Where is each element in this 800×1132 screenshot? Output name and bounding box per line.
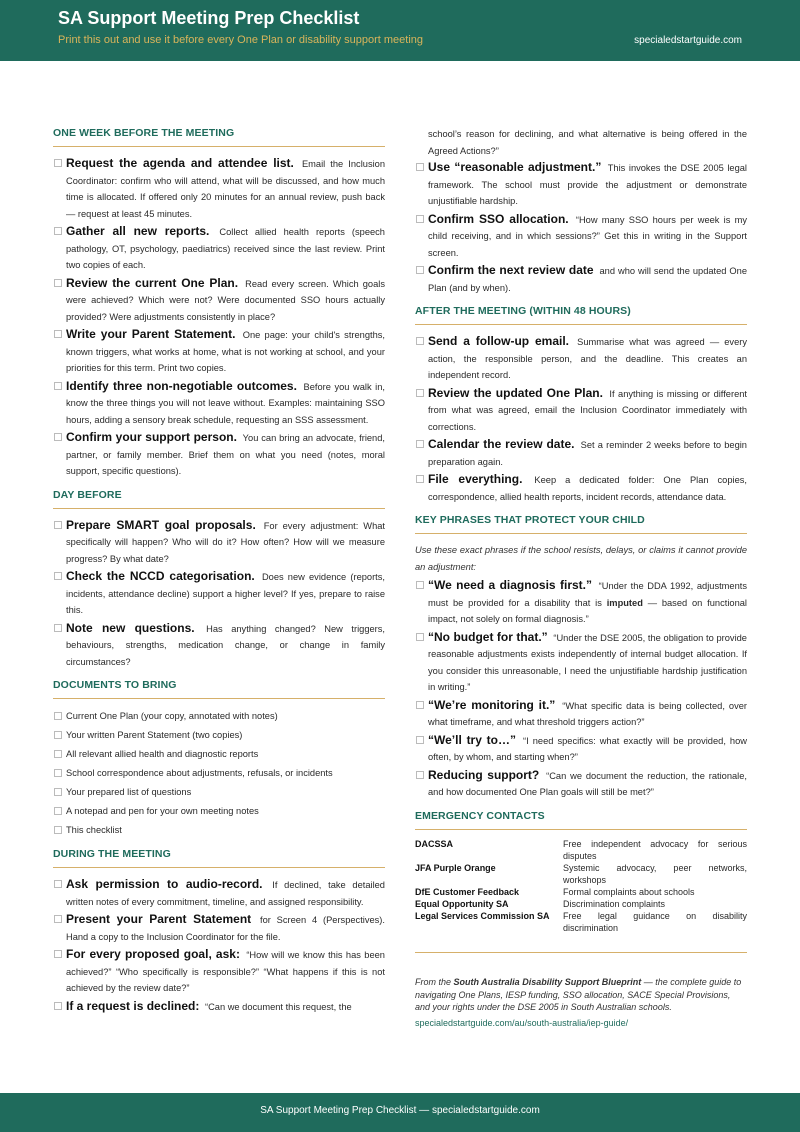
document-item [53,745,385,763]
item-text: “How will we know this has been achieved?” “Who specifically is responsible?” “What happens if this is not achieved by the review date?” [66,950,385,993]
checkbox[interactable] [54,624,62,632]
item-lead: Request the agenda and attendee list. [66,156,294,170]
phrase-response: “Can we document the reduction, the rationale, and how documented One Plan goals will still be met?” [428,770,747,797]
document-item [53,726,385,744]
checklist-item [53,568,385,619]
phrase-lead: “We need a diagnosis first.” [428,578,592,592]
page-title: SA Support Meeting Prep Checklist [58,8,360,28]
checkbox[interactable] [416,475,424,483]
checkbox[interactable] [54,915,62,923]
item-lead: Write your Parent Statement. [66,327,236,341]
checklist-item [53,429,385,480]
document-label: School correspondence about adjustments, refusals, or incidents [66,768,333,778]
item-text: You can bring an advocate, friend, partner, or family member. Brief them on what you need (notes, moral support, specific questions). [66,433,385,476]
item-text: “Can we document this request, the [204,1001,352,1012]
item-text: Does new evidence (reports, incidents, attendance decline) support a higher level? If yes, prepare to raise this. [66,572,385,615]
phrase-item [415,732,747,766]
item-lead: Check the NCCD categorisation. [66,569,255,583]
checkbox[interactable] [54,159,62,167]
item-lead: File everything. [428,472,523,486]
checkbox[interactable] [54,572,62,580]
checkbox[interactable] [54,712,62,720]
item-lead: Note new questions. [66,620,195,635]
section-heading-after: AFTER THE MEETING (WITHIN 48 HOURS) [415,305,747,325]
source-title: South Australia Disability Support Blueprint [453,977,642,988]
item-text: This invokes the DSE 2005 legal framework. The school must provide the adjustment or demonstrate unjustifiable hardship. [428,163,747,206]
item-text: Collect allied health reports (speech pathology, OT, psychology, paediatrics) received since the last review. Print two copies of each. [66,227,385,270]
contact-description: Discrimination complaints [563,898,666,909]
item-lead: Identify three non-negotiable outcomes. [66,378,297,393]
item-lead: Confirm SSO allocation. [428,211,569,226]
phrase-item [415,697,747,731]
section-heading-day-before: DAY BEFORE [53,489,385,509]
document-label: Your prepared list of questions [66,787,192,797]
phrase-item [415,767,747,801]
phrase-response: “Under the DDA 1992, adjustments must be provided for a disability that is [428,581,747,608]
document-label: All relevant allied health and diagnostic reports [66,749,259,759]
item-lead: For every proposed goal, ask: [66,947,240,961]
checklist-item [53,378,385,429]
page-footer [0,1093,800,1132]
checkbox[interactable] [54,279,62,287]
checkbox[interactable] [54,330,62,338]
item-text: Has anything changed? New triggers, behaviours, strengths, medication change, or change in family circumstances? [66,623,385,667]
contact-name: Legal Services Commission SA [415,910,550,921]
source-url-link[interactable]: specialedstartguide.com/au/south-australia/iep-guide/ [415,1017,629,1028]
document-label: A notepad and pen for your own meeting notes [66,806,259,816]
item-lead: Send a follow-up email. [428,334,570,348]
item-lead: Prepare SMART goal proposals. [66,517,256,532]
checklist-item [53,911,385,945]
item-text: Set a reminder 2 weeks before to begin preparation again. [428,440,747,467]
page-subtitle: Print this out and use it before every One Plan or disability support meeting [58,34,424,46]
item-text: If declined, take detailed written notes of every commitment, timeline, and assigned responsibility. [66,880,385,907]
checklist-item [415,211,747,262]
checklist-item [415,262,747,296]
checkbox[interactable] [54,769,62,777]
contact-description: Systemic advocacy, peer networks, workshops [563,862,747,885]
checkbox[interactable] [416,163,424,171]
during-list [53,876,385,1015]
phrase-emphasis: imputed [606,597,643,608]
document-item [53,764,385,782]
contact-name: Equal Opportunity SA [415,898,509,909]
document-item [53,821,385,839]
phrase-lead: “We’ll try to…” [428,732,517,747]
source-prefix: From the [415,977,454,988]
contact-row [415,862,747,886]
item-text: One page: your child's strengths, known triggers, what works at home, what is not working at school, and your priorities for this term. Print two copies. [66,330,386,373]
contact-description: Free legal guidance on disability discrimination [563,910,747,933]
phrase-response: “I need specifics: what exactly will be provided, how often, by whom, and starting when?” [428,735,747,762]
item-lead: Use “reasonable adjustment.” [428,160,602,174]
checkbox[interactable] [416,337,424,345]
source-suffix: — the complete guide to navigating One Plans, IESP funding, SSO allocation, SACE Special Provisions, and your rights under the DSE 2005 in South Australian schools. [415,977,742,1013]
phrase-response: “What specific data is being collected, over what timeframe, and what threshold triggers action?” [428,700,747,727]
item-lead: Confirm the next review date [428,263,594,277]
documents-list [53,707,385,839]
checkbox[interactable] [416,736,424,744]
document-label: Your written Parent Statement (two copies) [66,730,243,740]
item-text: Before you walk in, know the three things you will not leave without. Examples: maintaining SSO hours, adding a sensory break schedule, requesting an SSS assessment. [66,381,385,425]
during-continued-text: school’s reason for declining, and what alternative is being offered in the Agreed Actions?” [428,129,747,156]
checklist-item [53,155,385,222]
phrase-response: “Under the DSE 2005, the obligation to provide reasonable adjustments exists independently of internal budget allocation. If you consider this unreasonable, I need the unjustifiable hardship justification in writing.” [428,632,747,692]
contact-name: DACSSA [415,838,454,849]
checklist-item [53,275,385,326]
checklist-item [53,326,385,377]
document-label: This checklist [66,825,122,835]
checklist-item [53,517,385,568]
left-column [53,127,385,1016]
phrase-item [415,577,747,628]
item-lead: Review the current One Plan. [66,275,239,290]
checkbox[interactable] [416,440,424,448]
item-lead: Ask permission to audio-record. [66,877,263,891]
item-lead: Calendar the review date. [428,437,575,451]
phrase-response-end: — based on functional impact, not solely on formal diagnosis.” [428,597,747,624]
item-text: and who will send the updated One Plan (and by when). [428,266,747,293]
contacts-table [415,838,747,934]
item-lead: If a request is declined: [66,998,200,1013]
divider [415,952,747,954]
section-heading-week-before: ONE WEEK BEFORE THE MEETING [53,127,385,147]
document-item [53,802,385,820]
contact-row [415,898,747,910]
checkbox[interactable] [54,826,62,834]
phrase-item [415,629,747,696]
item-text: “How many SSO hours per week is my child receiving, and in which sessions?” Get this in writing in the Support screen. [428,214,747,258]
checkbox[interactable] [54,750,62,758]
phrase-lead: “No budget for that.” [428,629,548,644]
phrases-intro: Use these exact phrases if the school resists, delays, or claims it cannot provide an adjustment: [415,545,747,572]
checkbox[interactable] [416,771,424,779]
item-text: If anything is missing or different from what was agreed, email the Inclusion Coordinator immediately with corrections. [428,388,747,432]
contact-row [415,886,747,898]
item-lead: Review the updated One Plan. [428,385,603,400]
item-lead: Confirm your support person. [66,430,237,444]
contact-description: Formal complaints about schools [563,886,695,897]
section-heading-during: DURING THE MEETING [53,848,385,868]
checkbox[interactable] [416,266,424,274]
phrases-list [415,577,747,801]
section-heading-phrases: KEY PHRASES THAT PROTECT YOUR CHILD [415,514,747,534]
checklist-item [415,333,747,384]
after-list [415,333,747,505]
contact-name: JFA Purple Orange [415,862,496,873]
item-text: Read every screen. Which goals were achieved? Which were not? Were documented SSO hours actually provided? Were adjustments consistently in place? [66,278,385,322]
checklist-item [53,946,385,997]
checkbox[interactable] [416,581,424,589]
checklist-item [53,998,385,1016]
checkbox[interactable] [54,227,62,235]
document-item [53,707,385,725]
checkbox[interactable] [416,633,424,641]
checkbox[interactable] [416,701,424,709]
checkbox[interactable] [54,788,62,796]
checkbox[interactable] [54,731,62,739]
item-text: for Screen 4 (Perspectives). Hand a copy to the Inclusion Coordinator for the file. [66,915,385,942]
checkbox[interactable] [416,389,424,397]
contact-row [415,910,747,934]
footer-text: SA Support Meeting Prep Checklist — specialedstartguide.com [260,1105,540,1116]
source-note [415,976,747,1014]
checkbox[interactable] [54,950,62,958]
item-text: Email the Inclusion Coordinator: confirm who will attend, what will be discussed, and how much time is allocated. If offered only 20 minutes for an annual review, push back — request at least 45 minutes. [66,159,385,219]
page-header [0,0,800,61]
checklist-item [53,876,385,910]
checkbox[interactable] [416,215,424,223]
section-heading-contacts: EMERGENCY CONTACTS [415,810,747,830]
checklist-item [415,436,747,470]
checklist-item [415,471,747,505]
checkbox[interactable] [54,1002,62,1010]
right-column [415,127,747,1028]
header-url: specialedstartguide.com [634,35,742,46]
item-text: Keep a dedicated folder: One Plan copies, correspondence, allied health reports, incident records, attendance data. [428,475,747,502]
phrase-lead: Reducing support? [428,767,540,782]
document-label: Current One Plan (your copy, annotated with notes) [66,711,278,721]
contact-name: DfE Customer Feedback [415,886,520,897]
item-lead: Present your Parent Statement [66,912,252,926]
phrase-lead: “We’re monitoring it.” [428,697,556,712]
day-before-list [53,517,385,671]
checklist-item [53,223,385,274]
contact-description: Free independent advocacy for serious disputes [563,838,747,861]
during-list-continued [415,159,747,296]
item-text: Summarise what was agreed — every action, the responsible person, and the deadline. This creates an independent record. [428,337,747,380]
checklist-item [415,159,747,210]
checkbox[interactable] [54,880,62,888]
checkbox[interactable] [54,807,62,815]
checkbox[interactable] [54,382,62,390]
section-heading-documents: DOCUMENTS TO BRING [53,679,385,699]
contact-row [415,838,747,862]
checklist-item [53,620,385,671]
checkbox[interactable] [54,521,62,529]
item-lead: Gather all new reports. [66,224,210,238]
week-before-list [53,155,385,480]
checkbox[interactable] [54,433,62,441]
checklist-item [415,385,747,436]
document-item [53,783,385,801]
item-text: For every adjustment: What specifically will happen? Who will do it? How often? How will we measure progress? By what date? [66,520,385,564]
